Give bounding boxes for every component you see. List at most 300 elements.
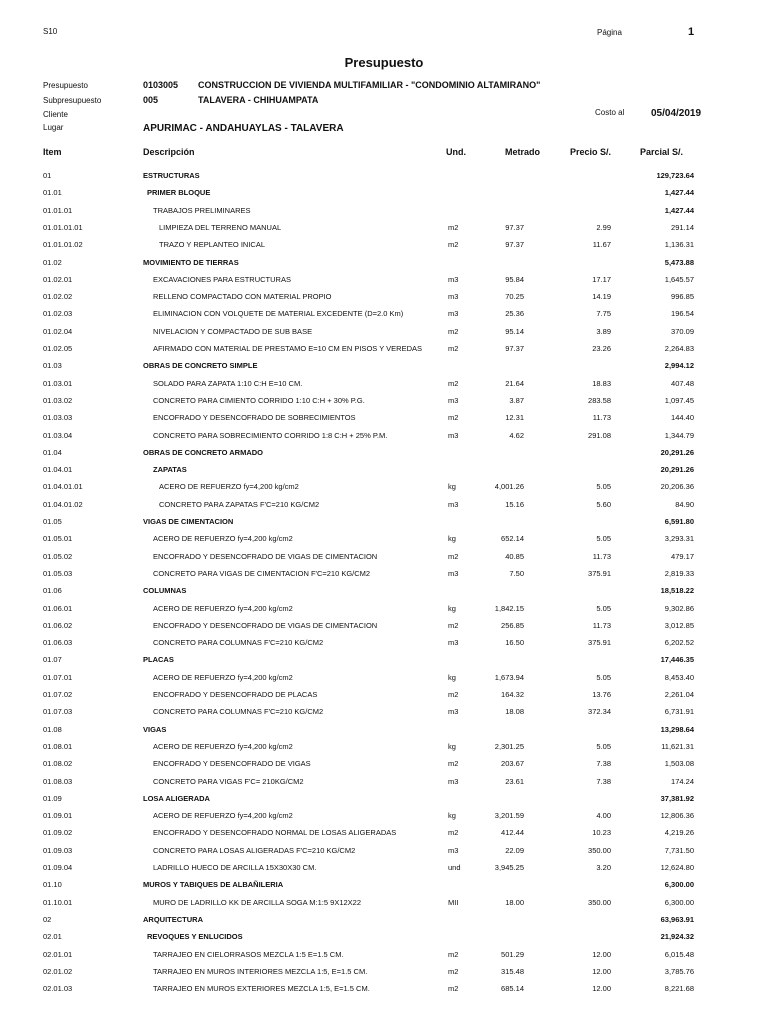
row-parcial: 2,261.04 [664, 690, 694, 699]
row-precio: 3.20 [596, 863, 611, 872]
subpresupuesto-description: TALAVERA - CHIHUAMPATA [198, 95, 319, 105]
row-parcial: 8,453.40 [664, 672, 694, 682]
row-parcial: 3,293.31 [664, 534, 694, 544]
row-metrado: 1,842.15 [494, 603, 524, 613]
row-precio: 5.60 [596, 499, 611, 509]
row-item-code: 01.08.02 [43, 759, 73, 769]
row-description: ACERO DE REFUERZO fy=4,200 kg/cm2 [153, 672, 293, 682]
table-row [0, 967, 768, 984]
row-item-code: 01 [43, 171, 52, 180]
row-metrado: 12.31 [505, 413, 524, 423]
row-description: LADRILLO HUECO DE ARCILLA 15X30X30 CM. [153, 863, 317, 872]
table-row [0, 621, 768, 638]
table-row [0, 655, 768, 672]
row-description: CONCRETO PARA COLUMNAS F'C=210 KG/CM2 [153, 638, 324, 648]
row-description: ELIMINACION CON VOLQUETE DE MATERIAL EXCEDENTE (D=2.0 Km) [153, 309, 404, 319]
row-unit: m2 [448, 413, 459, 423]
row-precio: 18.83 [592, 378, 611, 388]
row-item-code: 02.01.01 [43, 949, 73, 959]
row-parcial: 6,591.80 [664, 517, 694, 526]
row-precio: 350.00 [588, 845, 611, 855]
row-parcial: 11,621.31 [661, 741, 694, 751]
row-unit: m3 [448, 845, 459, 855]
row-precio: 5.05 [596, 482, 611, 492]
table-row [0, 725, 768, 742]
row-item-code: 01.03.04 [43, 430, 73, 440]
column-header-und: Und. [446, 147, 466, 157]
table-row [0, 379, 768, 396]
row-unit: kg [448, 534, 456, 544]
table-row [0, 431, 768, 448]
table-row [0, 396, 768, 413]
row-parcial: 1,136.31 [664, 240, 694, 250]
row-parcial: 12,624.80 [660, 863, 694, 872]
row-metrado: 4.62 [509, 430, 524, 440]
row-precio: 7.38 [596, 759, 611, 769]
row-unit: m3 [448, 707, 459, 717]
row-item-code: 01.04.01.02 [43, 499, 83, 509]
row-description: MUROS Y TABIQUES DE ALBAÑILERIA [143, 880, 284, 890]
row-precio: 23.26 [592, 344, 611, 353]
table-row [0, 759, 768, 776]
row-metrado: 22.09 [505, 845, 524, 855]
row-parcial: 407.48 [671, 378, 694, 388]
row-item-code: 01.05.01 [43, 534, 73, 544]
row-parcial: 9,302.86 [664, 603, 694, 613]
row-unit: m3 [448, 776, 459, 786]
row-unit: m2 [448, 240, 459, 250]
row-description: ENCOFRADO Y DESENCOFRADO DE VIGAS [153, 759, 311, 769]
row-description: CONCRETO PARA VIGAS DE CIMENTACION F'C=210 KG/CM2 [153, 568, 371, 578]
row-item-code: 01.01.01 [43, 205, 73, 215]
row-description: ARQUITECTURA [143, 914, 203, 924]
row-item-code: 01.08.01 [43, 741, 73, 751]
row-metrado: 18.00 [505, 897, 524, 907]
row-parcial: 18,518.22 [660, 586, 694, 596]
row-metrado: 164.32 [501, 690, 524, 699]
row-description: LOSA ALIGERADA [143, 793, 210, 803]
row-unit: kg [448, 672, 456, 682]
row-parcial: 129,723.64 [656, 171, 694, 180]
column-header-parcial: Parcial S/. [640, 147, 684, 157]
row-item-code: 01.06.03 [43, 638, 73, 648]
row-metrado: 15.16 [505, 499, 524, 509]
table-row [0, 448, 768, 465]
row-description: OBRAS DE CONCRETO ARMADO [143, 447, 264, 457]
row-unit: m2 [448, 378, 459, 388]
table-row [0, 361, 768, 378]
row-unit: kg [448, 482, 456, 492]
row-parcial: 6,300.00 [664, 880, 694, 890]
row-unit: m2 [448, 966, 459, 976]
table-row [0, 517, 768, 534]
row-description: LIMPIEZA DEL TERRENO MANUAL [159, 222, 282, 232]
row-item-code: 01.05.02 [43, 551, 73, 561]
table-row [0, 777, 768, 794]
table-row [0, 707, 768, 724]
row-parcial: 6,731.91 [664, 707, 694, 717]
row-description: ACERO DE REFUERZO fy=4,200 kg/cm2 [153, 534, 293, 544]
row-unit: m2 [448, 326, 459, 336]
table-row [0, 673, 768, 690]
column-header-precio: Precio S/. [570, 147, 612, 157]
table-row [0, 206, 768, 223]
table-row [0, 846, 768, 863]
column-header-metrado: Metrado [505, 147, 541, 157]
row-unit: m2 [448, 620, 459, 630]
row-item-code: 01.02.01 [43, 274, 73, 284]
table-row [0, 915, 768, 932]
row-parcial: 144.40 [671, 413, 694, 423]
row-item-code: 01.04 [43, 447, 62, 457]
row-metrado: 3,945.25 [494, 863, 524, 872]
row-parcial: 2,264.83 [664, 344, 694, 353]
row-unit: m2 [448, 344, 459, 353]
row-unit: m3 [448, 568, 459, 578]
row-unit: m3 [448, 274, 459, 284]
row-unit: m3 [448, 638, 459, 648]
row-description: TARRAJEO EN CIELORRASOS MEZCLA 1:5 E=1.5 CM. [153, 949, 344, 959]
row-unit: m2 [448, 828, 459, 838]
row-metrado: 40.85 [505, 551, 524, 561]
row-parcial: 4,219.26 [664, 828, 694, 838]
table-row [0, 465, 768, 482]
row-description: ENCOFRADO Y DESENCOFRADO DE PLACAS [153, 690, 318, 699]
row-precio: 7.75 [596, 309, 611, 319]
row-parcial: 63,963.91 [660, 914, 694, 924]
row-parcial: 13,298.64 [660, 724, 694, 734]
row-precio: 12.00 [592, 984, 611, 994]
table-row [0, 413, 768, 430]
row-description: RELLENO COMPACTADO CON MATERIAL PROPIO [153, 292, 332, 302]
row-metrado: 1,673.94 [494, 672, 524, 682]
row-item-code: 02.01.03 [43, 984, 73, 994]
table-row [0, 240, 768, 257]
row-parcial: 5,473.88 [664, 257, 694, 267]
row-metrado: 18.08 [505, 707, 524, 717]
row-metrado: 7.50 [509, 568, 524, 578]
table-row [0, 638, 768, 655]
row-description: ESTRUCTURAS [143, 171, 200, 180]
row-metrado: 97.37 [505, 240, 524, 250]
row-description: SOLADO PARA ZAPATA 1:10 C:H E=10 CM. [153, 378, 303, 388]
row-item-code: 01.05 [43, 517, 62, 526]
row-precio: 291.08 [588, 430, 611, 440]
row-parcial: 3,012.85 [664, 620, 694, 630]
row-description: ENCOFRADO Y DESENCOFRADO NORMAL DE LOSAS ALIGERADAS [153, 828, 397, 838]
row-precio: 12.00 [592, 966, 611, 976]
row-precio: 12.00 [592, 949, 611, 959]
row-description: MURO DE LADRILLO KK DE ARCILLA SOGA M:1:5 9X12X22 [153, 897, 362, 907]
row-item-code: 01.09.04 [43, 863, 73, 872]
row-parcial: 7,731.50 [664, 845, 694, 855]
row-description: COLUMNAS [143, 586, 187, 596]
table-row [0, 604, 768, 621]
row-item-code: 01.09.01 [43, 811, 73, 821]
row-metrado: 70.25 [505, 292, 524, 302]
row-metrado: 95.14 [505, 326, 524, 336]
row-item-code: 01.02.03 [43, 309, 73, 319]
row-unit: m2 [448, 759, 459, 769]
row-parcial: 1,344.79 [664, 430, 694, 440]
row-parcial: 20,291.26 [660, 465, 694, 475]
row-metrado: 97.37 [505, 344, 524, 353]
row-parcial: 1,503.08 [664, 759, 694, 769]
row-parcial: 1,645.57 [664, 274, 694, 284]
row-item-code: 01.01.01.01 [43, 222, 83, 232]
table-row [0, 932, 768, 949]
table-row [0, 500, 768, 517]
table-row [0, 309, 768, 326]
table-row [0, 794, 768, 811]
table-row [0, 742, 768, 759]
row-precio: 14.19 [592, 292, 611, 302]
row-description: VIGAS DE CIMENTACION [143, 517, 234, 526]
row-description: REVOQUES Y ENLUCIDOS [147, 932, 243, 942]
row-description: ACERO DE REFUERZO fy=4,200 kg/cm2 [153, 811, 293, 821]
row-item-code: 01.02.02 [43, 292, 73, 302]
row-metrado: 25.36 [505, 309, 524, 319]
row-precio: 375.91 [588, 638, 611, 648]
row-item-code: 01.10.01 [43, 897, 73, 907]
row-precio: 5.05 [596, 741, 611, 751]
row-description: EXCAVACIONES PARA ESTRUCTURAS [153, 274, 291, 284]
page-title: Presupuesto [344, 55, 424, 70]
table-row [0, 171, 768, 188]
row-item-code: 01.07.01 [43, 672, 73, 682]
row-item-code: 02 [43, 914, 52, 924]
row-precio: 2.99 [596, 222, 611, 232]
row-item-code: 02.01.02 [43, 966, 73, 976]
row-precio: 372.34 [588, 707, 611, 717]
row-item-code: 01.03 [43, 361, 62, 371]
row-item-code: 02.01 [43, 932, 62, 942]
row-metrado: 2,301.25 [494, 741, 524, 751]
column-header-descripcion: Descripción [143, 147, 195, 157]
row-description: CONCRETO PARA COLUMNAS F'C=210 KG/CM2 [153, 707, 324, 717]
row-precio: 7.38 [596, 776, 611, 786]
page-number: 1 [688, 26, 695, 38]
presupuesto-code: 0103005 [143, 80, 179, 90]
row-unit: kg [448, 811, 456, 821]
row-item-code: 01.02 [43, 257, 62, 267]
row-description: PRIMER BLOQUE [147, 188, 211, 198]
table-row [0, 327, 768, 344]
row-description: CONCRETO PARA SOBRECIMIENTO CORRIDO 1:8 C:H + 25% P.M. [153, 430, 388, 440]
row-precio: 11.73 [592, 413, 611, 423]
table-row [0, 223, 768, 240]
row-description: ENCOFRADO Y DESENCOFRADO DE SOBRECIMIENTOS [153, 413, 356, 423]
row-item-code: 01.07 [43, 655, 62, 665]
row-item-code: 01.04.01.01 [43, 482, 83, 492]
row-description: TARRAJEO EN MUROS INTERIORES MEZCLA 1:5, E=1.5 CM. [153, 966, 368, 976]
row-unit: und [448, 863, 461, 872]
page-label: Página [597, 28, 622, 37]
row-metrado: 3,201.59 [494, 811, 524, 821]
row-description: CONCRETO PARA LOSAS ALIGERADAS F'C=210 KG/CM2 [153, 845, 356, 855]
row-description: CONCRETO PARA ZAPATAS F'C=210 KG/CM2 [159, 499, 320, 509]
row-precio: 5.05 [596, 603, 611, 613]
row-parcial: 21,924.32 [660, 932, 694, 942]
row-parcial: 37,381.92 [660, 793, 694, 803]
row-precio: 375.91 [588, 568, 611, 578]
row-metrado: 501.29 [501, 949, 524, 959]
row-parcial: 1,097.45 [664, 395, 694, 405]
table-row [0, 828, 768, 845]
costo-date: 05/04/2019 [651, 108, 702, 119]
table-row [0, 690, 768, 707]
report-code: S10 [43, 27, 58, 36]
table-row [0, 534, 768, 551]
row-unit: m2 [448, 690, 459, 699]
row-parcial: 174.24 [671, 776, 694, 786]
row-parcial: 17,446.35 [660, 655, 694, 665]
row-parcial: 12,806.36 [660, 811, 694, 821]
row-metrado: 97.37 [505, 222, 524, 232]
row-precio: 5.05 [596, 534, 611, 544]
row-precio: 11.73 [592, 551, 611, 561]
row-description: ENCOFRADO Y DESENCOFRADO DE VIGAS DE CIMENTACION [153, 620, 378, 630]
row-metrado: 685.14 [501, 984, 524, 994]
row-description: ACERO DE REFUERZO fy=4,200 kg/cm2 [153, 603, 293, 613]
row-precio: 11.73 [592, 620, 611, 630]
row-description: MOVIMIENTO DE TIERRAS [143, 257, 239, 267]
row-unit: kg [448, 741, 456, 751]
table-row [0, 292, 768, 309]
row-metrado: 21.64 [505, 378, 524, 388]
row-precio: 4.00 [596, 811, 611, 821]
row-item-code: 01.06 [43, 586, 62, 596]
row-parcial: 8,221.68 [664, 984, 694, 994]
row-parcial: 291.14 [671, 222, 694, 232]
row-parcial: 479.17 [671, 551, 694, 561]
row-metrado: 315.48 [501, 966, 524, 976]
row-metrado: 412.44 [501, 828, 524, 838]
row-item-code: 01.07.02 [43, 690, 73, 699]
row-item-code: 01.03.01 [43, 378, 73, 388]
row-precio: 3.89 [596, 326, 611, 336]
row-precio: 17.17 [592, 274, 611, 284]
row-parcial: 2,819.33 [664, 568, 694, 578]
row-description: PLACAS [143, 655, 174, 665]
row-metrado: 23.61 [505, 776, 524, 786]
row-item-code: 01.06.02 [43, 620, 73, 630]
row-unit: m2 [448, 551, 459, 561]
row-description: AFIRMADO CON MATERIAL DE PRESTAMO E=10 CM EN PISOS Y VEREDAS [153, 344, 423, 353]
presupuesto-label: Presupuesto [43, 81, 88, 90]
row-metrado: 3.87 [509, 395, 524, 405]
row-description: TRABAJOS PRELIMINARES [153, 205, 251, 215]
row-metrado: 4,001.26 [494, 482, 524, 492]
row-unit: kg [448, 603, 456, 613]
row-unit: m2 [448, 949, 459, 959]
row-description: ACERO DE REFUERZO fy=4,200 kg/cm2 [159, 482, 299, 492]
table-row [0, 275, 768, 292]
row-precio: 350.00 [588, 897, 611, 907]
row-metrado: 95.84 [505, 274, 524, 284]
table-row [0, 863, 768, 880]
row-parcial: 1,427.44 [664, 188, 694, 198]
row-description: OBRAS DE CONCRETO SIMPLE [143, 361, 258, 371]
row-parcial: 6,202.52 [664, 638, 694, 648]
row-description: ZAPATAS [153, 465, 187, 475]
costo-label: Costo al [595, 108, 625, 117]
row-unit: m3 [448, 395, 459, 405]
table-row [0, 880, 768, 897]
row-precio: 10.23 [592, 828, 611, 838]
row-item-code: 01.04.01 [43, 465, 73, 475]
row-parcial: 84.90 [675, 499, 694, 509]
row-precio: 11.67 [592, 240, 611, 250]
row-precio: 5.05 [596, 672, 611, 682]
row-description: CONCRETO PARA VIGAS F'C= 210KG/CM2 [153, 776, 304, 786]
column-header-item: Item [43, 147, 62, 157]
row-parcial: 370.09 [671, 326, 694, 336]
table-row [0, 898, 768, 915]
row-parcial: 3,785.76 [664, 966, 694, 976]
table-row [0, 950, 768, 967]
row-parcial: 20,291.26 [660, 447, 694, 457]
row-item-code: 01.09.02 [43, 828, 73, 838]
lugar-value: APURIMAC - ANDAHUAYLAS - TALAVERA [143, 123, 344, 134]
row-metrado: 203.67 [501, 759, 524, 769]
row-unit: m3 [448, 499, 459, 509]
row-item-code: 01.02.04 [43, 326, 73, 336]
table-row [0, 586, 768, 603]
row-item-code: 01.01.01.02 [43, 240, 83, 250]
row-unit: m2 [448, 222, 459, 232]
row-parcial: 2,994.12 [664, 361, 694, 371]
row-parcial: 6,300.00 [664, 897, 694, 907]
row-item-code: 01.06.01 [43, 603, 73, 613]
row-parcial: 196.54 [671, 309, 694, 319]
row-parcial: 20,206.36 [660, 482, 694, 492]
table-row [0, 811, 768, 828]
row-description: TARRAJEO EN MUROS EXTERIORES MEZCLA 1:5, E=1.5 CM. [153, 984, 370, 994]
row-metrado: 256.85 [501, 620, 524, 630]
row-parcial: 1,427.44 [664, 205, 694, 215]
row-unit: m3 [448, 309, 459, 319]
row-item-code: 01.03.03 [43, 413, 73, 423]
row-metrado: 16.50 [505, 638, 524, 648]
row-item-code: 01.09 [43, 793, 62, 803]
row-description: ACERO DE REFUERZO fy=4,200 kg/cm2 [153, 741, 293, 751]
row-unit: m3 [448, 430, 459, 440]
table-row [0, 258, 768, 275]
row-unit: m2 [448, 984, 459, 994]
presupuesto-description: CONSTRUCCION DE VIVIENDA MULTIFAMILIAR - "CONDOMINIO ALTAMIRANO" [198, 80, 541, 90]
row-item-code: 01.08 [43, 724, 62, 734]
row-description: ENCOFRADO Y DESENCOFRADO DE VIGAS DE CIMENTACION [153, 551, 378, 561]
row-description: TRAZO Y REPLANTEO INICAL [159, 240, 265, 250]
row-description: NIVELACION Y COMPACTADO DE SUB BASE [153, 326, 313, 336]
row-item-code: 01.01 [43, 188, 62, 198]
row-item-code: 01.03.02 [43, 395, 73, 405]
row-unit: MII [448, 897, 459, 907]
row-parcial: 996.85 [671, 292, 694, 302]
row-item-code: 01.09.03 [43, 845, 73, 855]
row-unit: m3 [448, 292, 459, 302]
cliente-label: Cliente [43, 110, 68, 119]
row-description: VIGAS [143, 724, 167, 734]
row-item-code: 01.10 [43, 880, 62, 890]
row-precio: 283.58 [588, 395, 611, 405]
row-description: CONCRETO PARA CIMIENTO CORRIDO 1:10 C:H + 30% P.G. [153, 395, 365, 405]
row-parcial: 6,015.48 [664, 949, 694, 959]
row-item-code: 01.07.03 [43, 707, 73, 717]
table-row [0, 984, 768, 1001]
row-item-code: 01.08.03 [43, 776, 73, 786]
